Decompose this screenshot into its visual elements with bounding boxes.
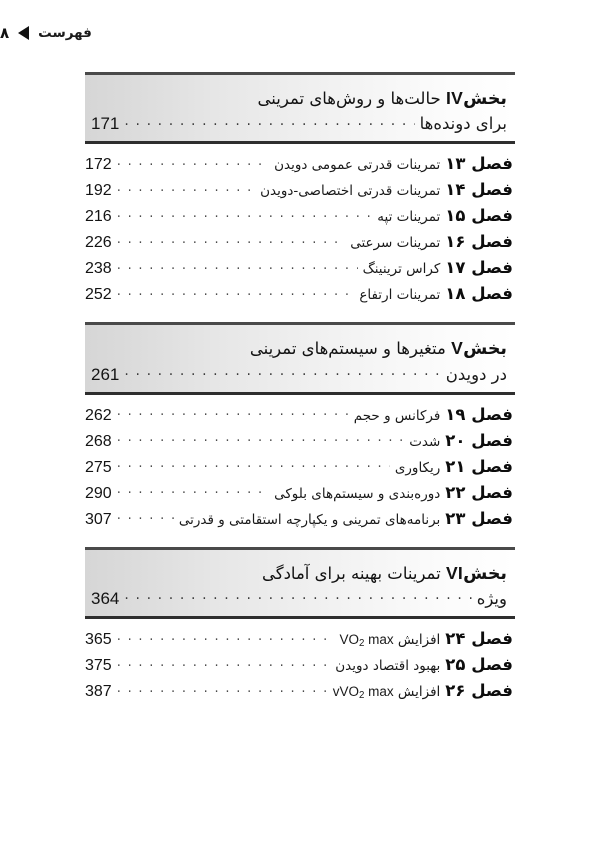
chapter-label: فصل ۲۴ [445, 629, 513, 649]
chapter-label: فصل ۲۳ [445, 508, 513, 528]
chapter-title: تمرینات قدرتی اختصاصی-دویدن [260, 183, 441, 200]
part-page-number[interactable]: 364 [91, 589, 120, 609]
dot-leader [117, 680, 328, 696]
chapter-label: فصل ۱۶ [445, 232, 513, 252]
table-row[interactable] [85, 628, 515, 649]
formula-base: VO [339, 632, 359, 648]
chapter-title-prefix: افزایش [393, 684, 441, 701]
chapter-page-number[interactable]: 290 [85, 484, 112, 502]
chapter-label: فصل ۱۳ [445, 154, 513, 174]
chapter-title-formula [339, 632, 393, 649]
dot-leader [124, 113, 414, 129]
chapter-label: فصل ۱۹ [445, 404, 513, 424]
chapter-list [85, 619, 515, 701]
part-roman: VI [445, 562, 464, 583]
part-header-line1 [91, 334, 507, 363]
dot-leader [117, 430, 404, 446]
dot-leader [117, 257, 358, 273]
chapter-title: بهبود اقتصاد دویدن [335, 658, 441, 675]
chapter-page-number[interactable]: 275 [85, 458, 112, 476]
chapter-title: شدت [409, 433, 441, 450]
part-page-number[interactable]: 261 [91, 364, 120, 384]
chapter-page-number[interactable]: 365 [85, 631, 112, 649]
chapter-page-number[interactable]: 172 [85, 156, 112, 174]
chapter-page-number[interactable]: 238 [85, 260, 112, 278]
table-row[interactable] [85, 508, 515, 529]
part-header-line2 [91, 588, 507, 609]
part-title-line2: ویژه [476, 589, 507, 609]
part-block [85, 322, 515, 528]
chapter-title [333, 684, 441, 701]
dot-leader [117, 508, 174, 524]
chapter-page-number[interactable]: 307 [85, 510, 112, 528]
table-row[interactable] [85, 205, 515, 226]
chapter-label: فصل ۲۲ [445, 482, 513, 502]
part-header-line1 [91, 84, 507, 113]
table-row[interactable] [85, 680, 515, 701]
part-tag: بخش [463, 339, 507, 360]
table-row[interactable] [85, 456, 515, 477]
page-folio: ٨ [0, 24, 10, 42]
chapter-page-number[interactable]: 375 [85, 657, 112, 675]
chapter-label: فصل ۲۰ [445, 430, 513, 450]
chapter-list [85, 144, 515, 304]
table-row[interactable] [85, 654, 515, 675]
chapter-page-number[interactable]: 226 [85, 234, 112, 252]
chapter-page-number[interactable]: 216 [85, 208, 112, 226]
dot-leader [117, 283, 355, 299]
table-row[interactable] [85, 404, 515, 425]
dot-leader [124, 588, 471, 604]
part-header-line2 [91, 364, 507, 385]
dot-leader [117, 205, 373, 221]
dot-leader [117, 153, 269, 169]
part-tag: بخش [463, 89, 507, 109]
part-title-line1: تمرینات بهینه برای آمادگی [261, 563, 441, 583]
dot-leader [117, 404, 349, 420]
part-header[interactable] [85, 322, 515, 394]
formula-suffix: max [364, 684, 394, 700]
part-page-number[interactable]: 171 [91, 114, 120, 134]
formula-subscript: 2 [358, 638, 365, 650]
chapter-list [85, 395, 515, 529]
part-block [85, 547, 515, 702]
chapter-page-number[interactable]: 387 [85, 683, 112, 701]
chapter-page-number[interactable]: 268 [85, 432, 112, 450]
dot-leader [117, 231, 345, 247]
chapter-label: فصل ۲۱ [445, 456, 513, 476]
table-row[interactable] [85, 257, 515, 278]
chapter-page-number[interactable]: 252 [85, 286, 112, 304]
part-title-line1: حالت‌ها و روش‌های تمرینی [257, 89, 441, 108]
chapter-label: فصل ۲۶ [445, 681, 513, 701]
part-block [85, 72, 515, 304]
table-row[interactable] [85, 482, 515, 503]
part-roman: V [451, 338, 464, 359]
chapter-title-formula [333, 684, 394, 701]
chapter-title [339, 632, 440, 649]
dot-leader [117, 482, 269, 498]
chapter-title: برنامه‌های تمرینی و یکپارچه استقامتی و قدرتی [178, 511, 441, 528]
formula-subscript: 2 [358, 690, 365, 702]
table-row[interactable] [85, 179, 515, 200]
table-row[interactable] [85, 283, 515, 304]
running-head-label: فهرست [38, 25, 92, 41]
formula-base: vVO [332, 684, 359, 700]
table-row[interactable] [85, 153, 515, 174]
part-header-line2 [91, 113, 507, 134]
dot-leader [117, 654, 331, 670]
chapter-page-number[interactable]: 192 [85, 182, 112, 200]
part-title-line2: در دویدن [445, 364, 507, 384]
left-triangle-icon [18, 26, 29, 40]
formula-suffix: max [364, 632, 394, 648]
table-row[interactable] [85, 430, 515, 451]
running-head [0, 20, 600, 46]
chapter-title: تمرینات سرعتی [350, 235, 441, 252]
table-of-contents [85, 72, 515, 719]
dot-leader [124, 364, 440, 380]
dot-leader [117, 456, 390, 472]
part-title-line1: متغیرها و سیستم‌های تمرینی [249, 339, 446, 359]
part-header[interactable] [85, 547, 515, 619]
chapter-title-prefix: افزایش [393, 632, 441, 649]
chapter-label: فصل ۱۸ [445, 284, 513, 304]
table-row[interactable] [85, 231, 515, 252]
chapter-title: دوره‌بندی و سیستم‌های بلوکی [274, 485, 441, 502]
part-tag: بخش [463, 563, 507, 584]
part-title-line2: برای دونده‌ها [419, 114, 507, 134]
running-head-inner [0, 24, 92, 42]
part-header-line1 [91, 559, 507, 588]
part-header[interactable] [85, 72, 515, 144]
chapter-title: تمرینات قدرتی عمومی دویدن [274, 157, 441, 174]
dot-leader [117, 628, 335, 644]
chapter-title: کراس ترینینگ [362, 261, 441, 278]
chapter-title: فرکانس و حجم [353, 407, 441, 424]
chapter-title: تمرینات تپه [377, 209, 441, 226]
chapter-label: فصل ۱۴ [445, 180, 513, 200]
chapter-label: فصل ۱۵ [445, 206, 513, 226]
chapter-label: فصل ۲۵ [445, 655, 513, 675]
chapter-page-number[interactable]: 262 [85, 406, 112, 424]
dot-leader [117, 179, 255, 195]
chapter-title: ریکاوری [394, 459, 441, 476]
chapter-title: تمرینات ارتفاع [359, 287, 441, 304]
chapter-label: فصل ۱۷ [445, 258, 513, 278]
part-roman: IV [445, 88, 464, 108]
